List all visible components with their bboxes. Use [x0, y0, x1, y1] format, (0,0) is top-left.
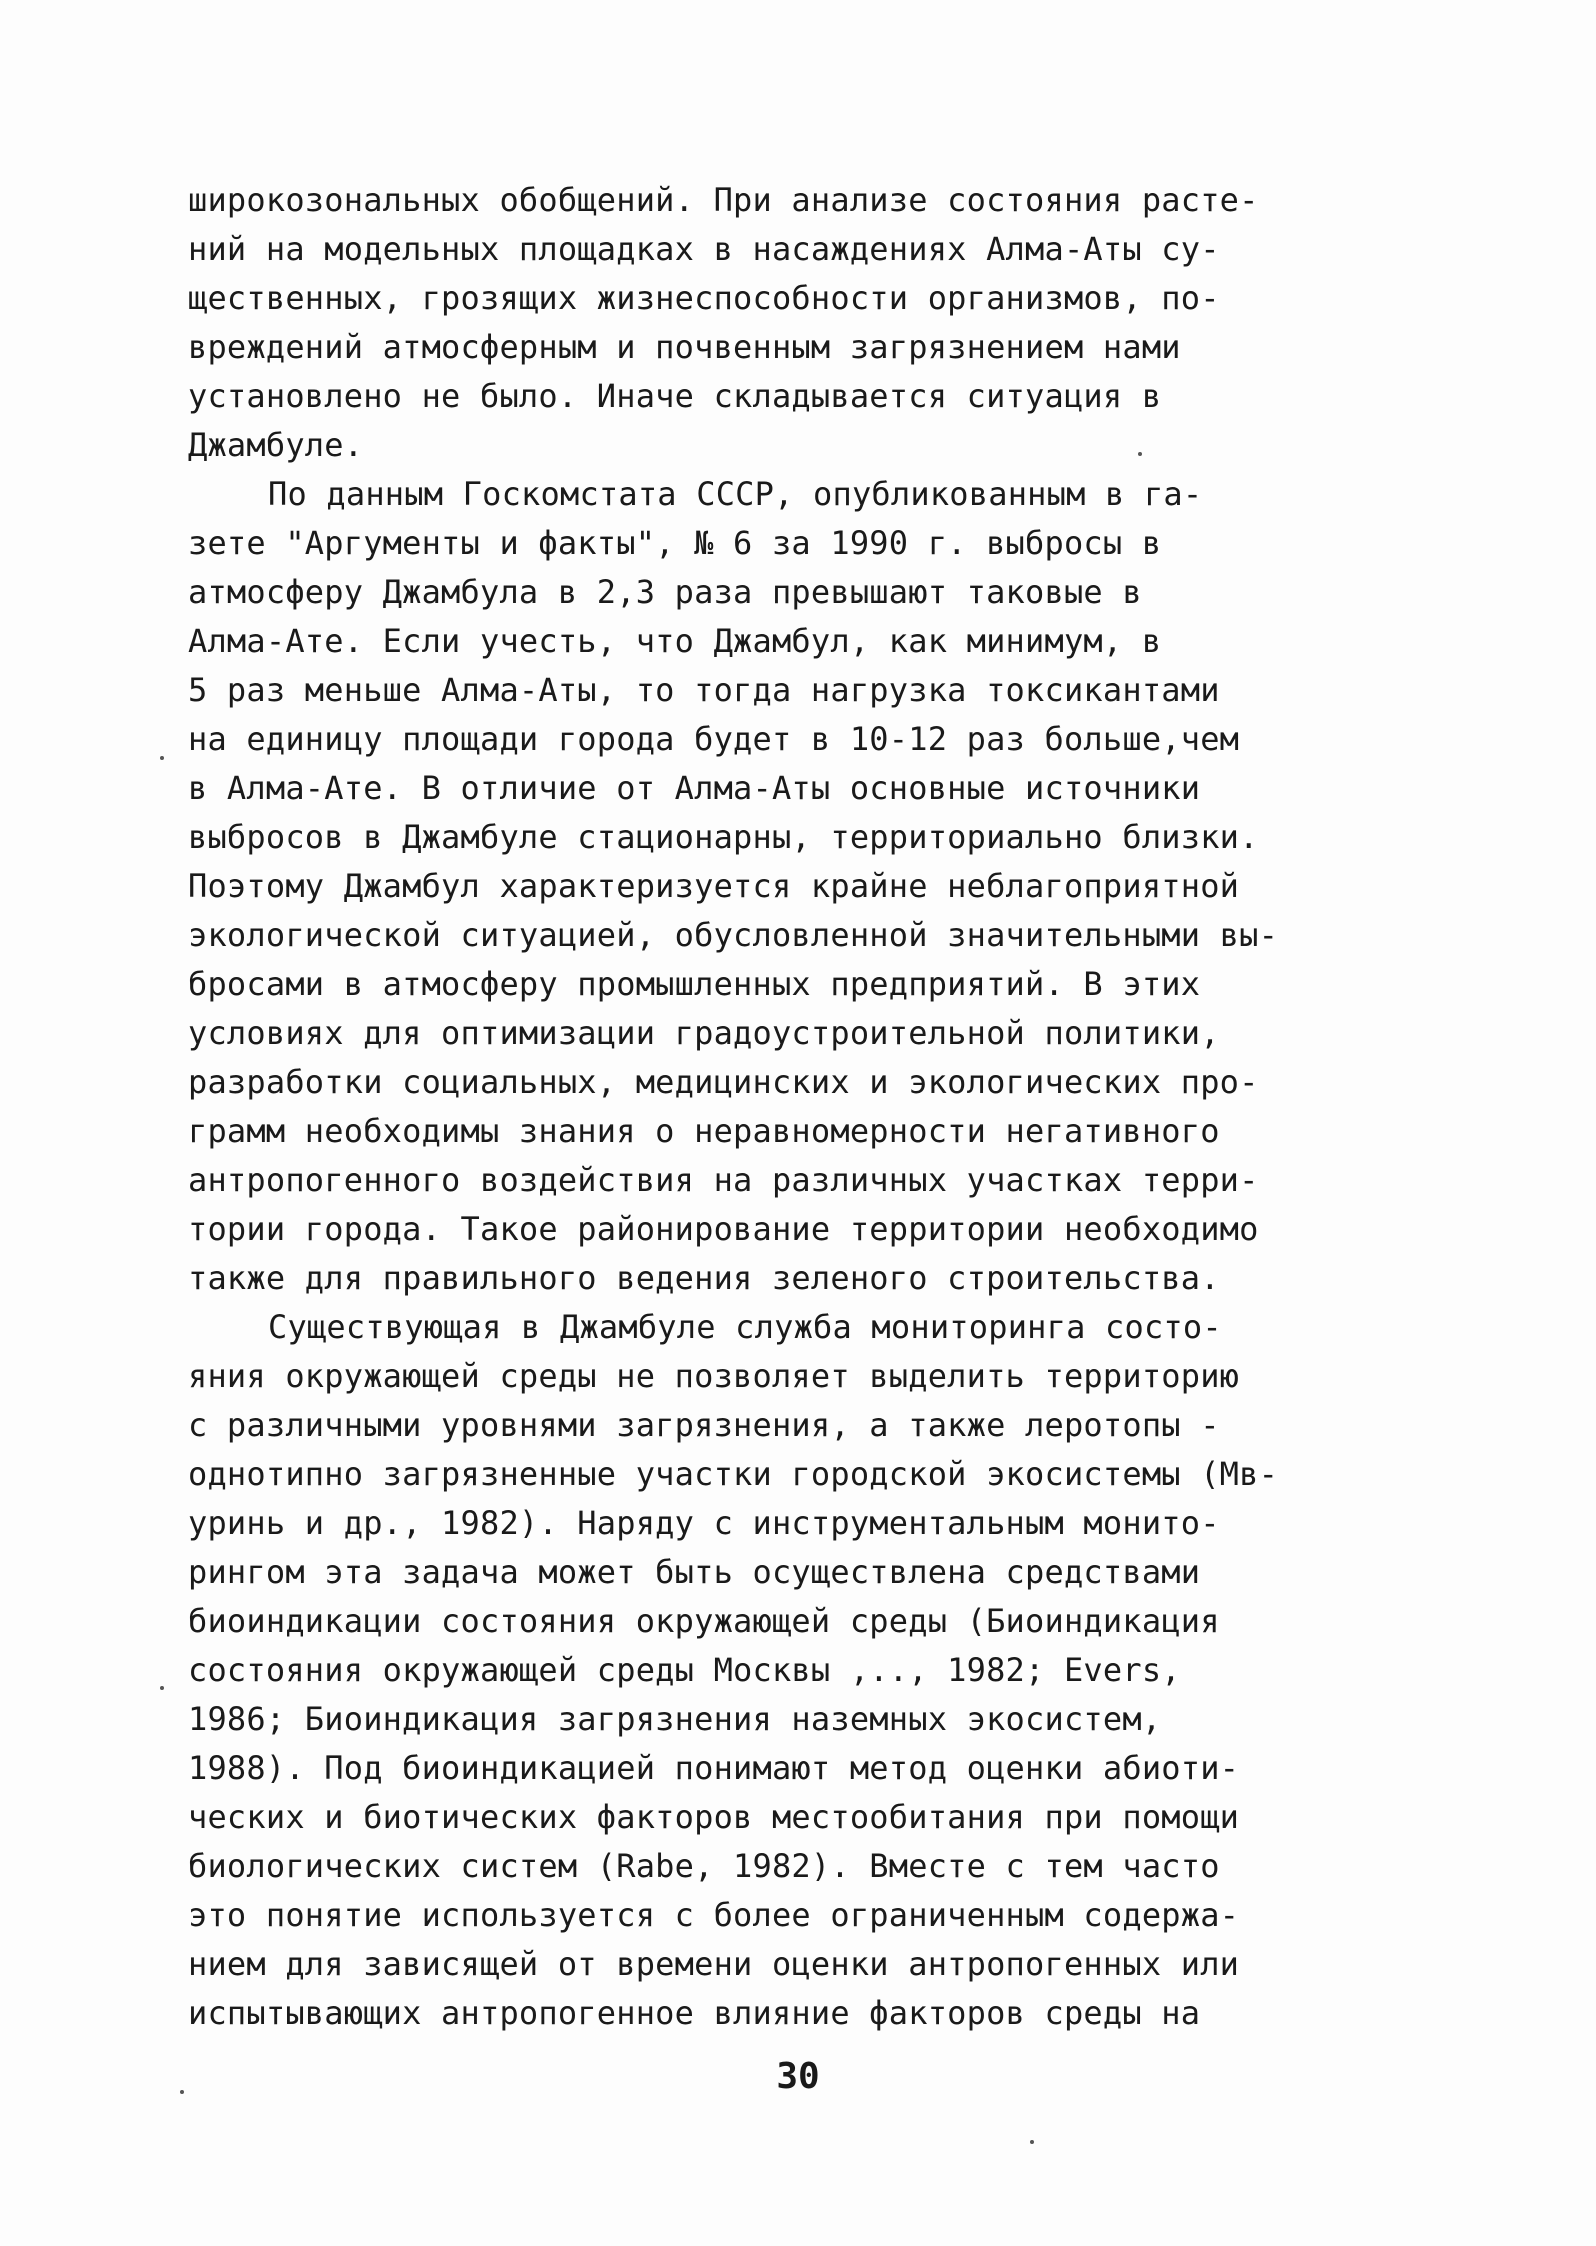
text-line: с различными уровнями загрязнения, а также леротопы - [188, 1406, 1220, 1444]
text-line: биоиндикации состояния окружающей среды (Биоиндикация [188, 1602, 1220, 1640]
text-line: в Алма-Ате. В отличие от Алма-Аты основные источники [188, 769, 1201, 807]
scan-speck [180, 2090, 184, 2094]
scan-speck [160, 756, 164, 760]
text-line: биологических систем (Rabe, 1982). Вместе с тем часто [188, 1847, 1220, 1885]
text-line: уринь и др., 1982). Наряду с инструментальным монито- [188, 1504, 1220, 1542]
text-line: выбросов в Джамбуле стационарны, территориально близки. [188, 818, 1259, 856]
text-line: разработки социальных, медицинских и экологических про- [188, 1063, 1259, 1101]
text-line: широкозональных обобщений. При анализе состояния расте- [188, 181, 1259, 219]
text-line: По данным Госкомстата СССР, опубликованным в га- [268, 475, 1203, 513]
text-line: нием для зависящей от времени оценки антропогенных или [188, 1945, 1240, 1983]
text-line: условиях для оптимизации градоустроительной политики, [188, 1014, 1220, 1052]
text-line: тории города. Такое районирование территории необходимо [188, 1210, 1259, 1248]
scan-speck [160, 1686, 164, 1690]
body-text [188, 176, 1428, 2038]
text-line: ний на модельных площадках в насаждениях Алма-Аты су- [188, 230, 1220, 268]
scan-speck [1030, 2140, 1034, 2144]
text-line: 5 раз меньше Алма-Аты, то тогда нагрузка токсикантами [188, 671, 1220, 709]
text-line: атмосферу Джамбула в 2,3 раза превышают таковые в [188, 573, 1142, 611]
text-line: испытывающих антропогенное влияние факторов среды на [188, 1994, 1201, 2032]
text-line: зете "Аргументы и факты", № 6 за 1990 г. выбросы в [188, 524, 1162, 562]
text-line: ческих и биотических факторов местообитания при помощи [188, 1798, 1240, 1836]
text-line: Поэтому Джамбул характеризуется крайне неблагоприятной [188, 867, 1240, 905]
text-line: это понятие используется с более ограниченным содержа- [188, 1896, 1240, 1934]
text-line: Существующая в Джамбуле служба мониторинга состо- [268, 1308, 1222, 1346]
text-line: яния окружающей среды не позволяет выделить территорию [188, 1357, 1240, 1395]
page-number: 30 [776, 2056, 820, 2097]
text-line: грамм необходимы знания о неравномерности негативного [188, 1112, 1220, 1150]
text-line: Джамбуле. [188, 426, 364, 464]
text-line: вреждений атмосферным и почвенным загрязнением нами [188, 328, 1181, 366]
text-line: однотипно загрязненные участки городской экосистемы (Мв- [188, 1455, 1279, 1493]
scan-speck [1138, 452, 1142, 456]
text-line: состояния окружающей среды Москвы ,.., 1982; Evers, [188, 1651, 1181, 1689]
text-line: 1988). Под биоиндикацией понимают метод оценки абиоти- [188, 1749, 1240, 1787]
text-line: экологической ситуацией, обусловленной значительными вы- [188, 916, 1279, 954]
text-line: бросами в атмосферу промышленных предприятий. В этих [188, 965, 1201, 1003]
text-line: установлено не было. Иначе складывается ситуация в [188, 377, 1162, 415]
text-line: антропогенного воздействия на различных участках терри- [188, 1161, 1259, 1199]
text-line: на единицу площади города будет в 10-12 раз больше,чем [188, 720, 1240, 758]
text-line: рингом эта задача может быть осуществлена средствами [188, 1553, 1201, 1591]
text-line: 1986; Биоиндикация загрязнения наземных экосистем, [188, 1700, 1162, 1738]
text-line: щественных, грозящих жизнеспособности организмов, по- [188, 279, 1220, 317]
text-line: также для правильного ведения зеленого строительства. [188, 1259, 1220, 1297]
text-line: Алма-Ате. Если учесть, что Джамбул, как минимум, в [188, 622, 1162, 660]
